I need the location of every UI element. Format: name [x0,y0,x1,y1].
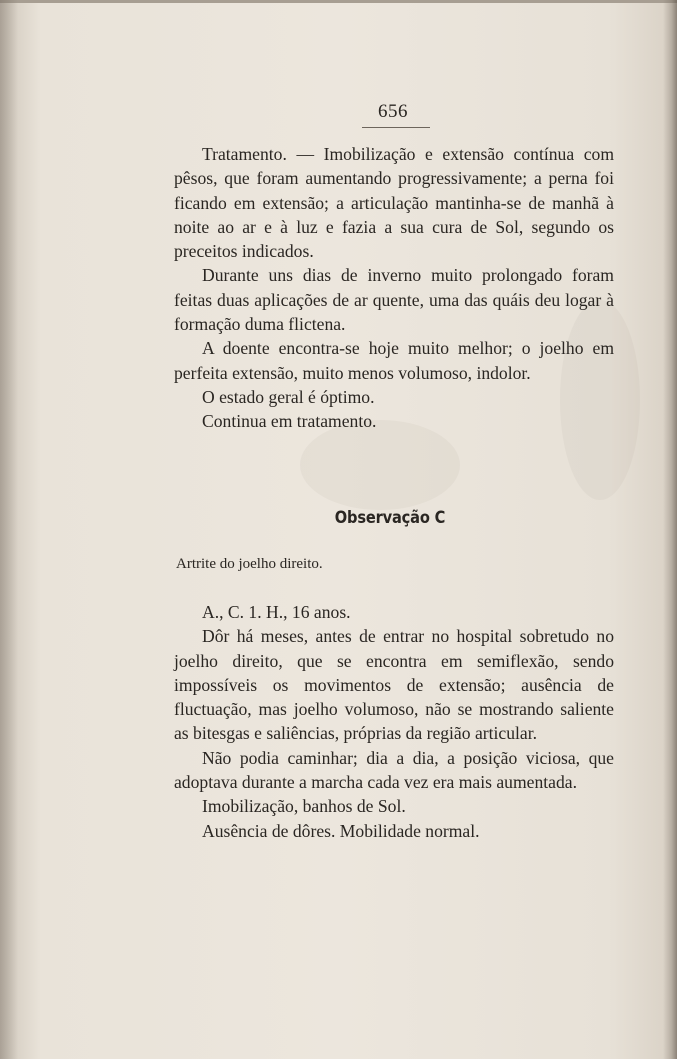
paragraph: Imobilização, banhos de Sol. [202,796,406,817]
paragraph: A., C. 1. H., 16 anos. [202,602,351,622]
paragraph: Tratamento. — Imobilização e extensão contínua com pêsos, que foram aumentando progressivamente; a perna foi ficando em extensão; a articulação mantinha-se de manhã à noite ao ar e à luz e fazia a sua cura de Sol, segundo os preceitos indicados. [174,144,614,262]
observation-subtitle: Artrite do joelho direito. [176,556,323,572]
paragraph: Continua em tratamento. [202,411,377,432]
paragraph: Ausência de dôres. Mobilidade normal. [202,820,480,841]
page-number-rule [362,127,430,128]
binding-shadow [0,0,18,1059]
observation-section [174,600,614,843]
paragraph: A doente encontra-se hoje muito melhor; o joelho em perfeita extensão, muito menos volumoso, indolor. [174,338,614,383]
page-top-edge [0,0,677,3]
observation-title: Observação C [334,508,446,528]
paragraph: Dôr há meses, antes de entrar no hospital sobretudo no joelho direito, que se encontra em semiflexão, sendo impossíveis os movimentos de extensão; ausência de fluctuação, mas joelho volumoso, não se mostrando saliente as bitesgas e saliências, próprias da região articular. [174,626,614,744]
paragraph: Não podia caminhar; dia a dia, a posição viciosa, que adoptava durante a marcha cada vez era mais aumentada. [174,747,614,793]
page-right-edge [663,0,677,1059]
page-number: 656 [378,101,408,122]
paragraph: O estado geral é óptimo. [202,386,375,407]
treatment-section [174,142,614,434]
paragraph: Durante uns dias de inverno muito prolongado foram feitas duas aplicações de ar quente, uma das quáis deu logar à formação duma flictena. [174,265,614,335]
